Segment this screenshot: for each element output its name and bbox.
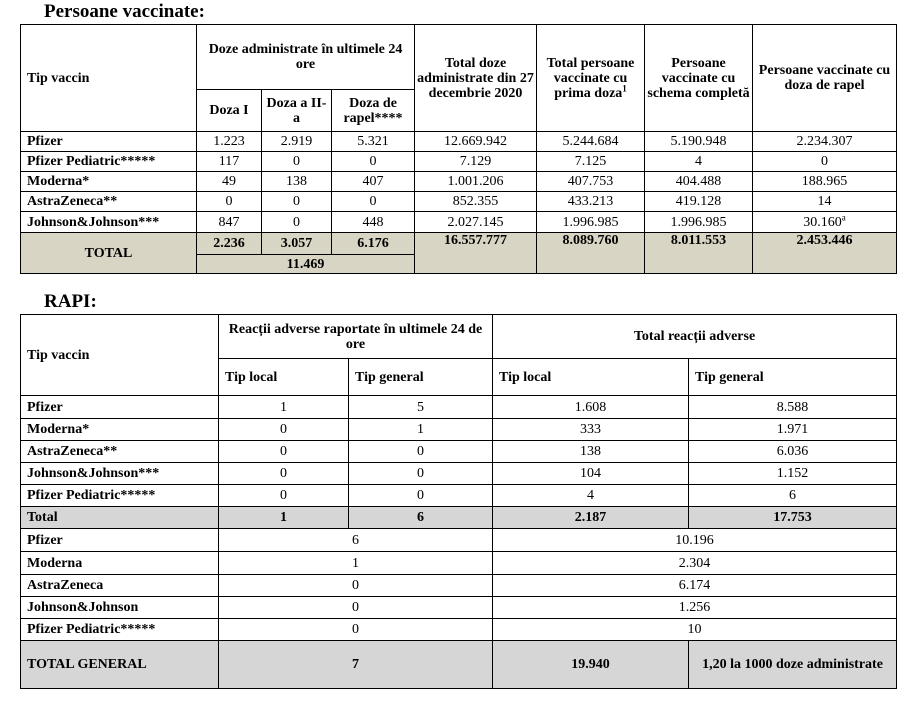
col-header-tip-vaccin: Tip vaccin bbox=[21, 25, 197, 132]
rapi-table bbox=[20, 314, 897, 689]
vaccine-name: Pfizer Pediatric***** bbox=[21, 152, 197, 172]
col-header-rapel: Doza de rapel**** bbox=[332, 90, 415, 132]
cell: 1.256 bbox=[493, 597, 897, 619]
cell: 1.971 bbox=[689, 419, 897, 441]
cell: 407 bbox=[332, 172, 415, 192]
cell: 1.223 bbox=[197, 132, 262, 152]
cell: 1 bbox=[219, 552, 493, 575]
col-header-tip-local-24h: Tip local bbox=[219, 359, 349, 396]
cell: 1.001.206 bbox=[415, 172, 537, 192]
cell: 852.355 bbox=[415, 192, 537, 212]
cell: 2.187 bbox=[493, 507, 689, 529]
col-header-total-doze: Total doze administrate din 27 decembrie 2020 bbox=[415, 25, 537, 132]
summary-row bbox=[21, 597, 897, 619]
cell: 1 bbox=[219, 396, 349, 419]
table-row bbox=[21, 192, 897, 212]
cell: 10 bbox=[493, 619, 897, 641]
cell: 16.557.777 bbox=[415, 233, 537, 274]
summary-row bbox=[21, 575, 897, 597]
cell: 30.160$^a$ bbox=[753, 212, 897, 233]
cell: 7.125 bbox=[537, 152, 645, 172]
cell: 847 bbox=[197, 212, 262, 233]
summary-row bbox=[21, 619, 897, 641]
cell: 19.940 bbox=[493, 641, 689, 689]
cell: 4 bbox=[645, 152, 753, 172]
grand-total-label: TOTAL GENERAL bbox=[21, 641, 219, 689]
col-header-doze-24h: Doze administrate în ultimele 24 ore bbox=[197, 25, 415, 90]
cell: 1 bbox=[219, 507, 349, 529]
total-row bbox=[21, 507, 897, 529]
cell: 1.996.985 bbox=[645, 212, 753, 233]
col-header-tip-general-24h: Tip general bbox=[349, 359, 493, 396]
cell: 0 bbox=[349, 485, 493, 507]
summary-row bbox=[21, 552, 897, 575]
vaccinated-heading: Persoane vaccinate: bbox=[44, 1, 205, 22]
cell: 1 bbox=[349, 419, 493, 441]
cell: 14 bbox=[753, 192, 897, 212]
cell: 0 bbox=[219, 619, 493, 641]
table-row bbox=[21, 212, 897, 233]
cell: 17.753 bbox=[689, 507, 897, 529]
cell: 3.057 bbox=[262, 233, 332, 255]
cell: 138 bbox=[493, 441, 689, 463]
col-header-tip-local-total: Tip local bbox=[493, 359, 689, 396]
cell: 7.129 bbox=[415, 152, 537, 172]
vaccine-name: Pfizer bbox=[21, 529, 219, 552]
cell: 333 bbox=[493, 419, 689, 441]
cell: 0 bbox=[219, 485, 349, 507]
vaccine-name: AstraZeneca bbox=[21, 575, 219, 597]
cell: 0 bbox=[219, 419, 349, 441]
cell: 404.488 bbox=[645, 172, 753, 192]
total-label: TOTAL bbox=[21, 233, 197, 274]
cell: 0 bbox=[219, 463, 349, 485]
cell: 6 bbox=[349, 507, 493, 529]
cell: 0 bbox=[219, 575, 493, 597]
cell: 49 bbox=[197, 172, 262, 192]
table-row bbox=[21, 396, 897, 419]
cell: 0 bbox=[262, 152, 332, 172]
cell: 5.321 bbox=[332, 132, 415, 152]
col-header-schema-completa: Persoane vaccinate cu schema completă bbox=[645, 25, 753, 132]
cell: 2.304 bbox=[493, 552, 897, 575]
reaction-rate: 1,20 la 1000 doze administrate bbox=[689, 641, 897, 689]
cell: 1.996.985 bbox=[537, 212, 645, 233]
table-row bbox=[21, 419, 897, 441]
cell: 138 bbox=[262, 172, 332, 192]
cell: 6.036 bbox=[689, 441, 897, 463]
table-row bbox=[21, 485, 897, 507]
cell: 0 bbox=[262, 212, 332, 233]
cell: 2.234.307 bbox=[753, 132, 897, 152]
col-header-doza-rapel: Persoane vaccinate cu doza de rapel bbox=[753, 25, 897, 132]
total-label: Total bbox=[21, 507, 219, 529]
cell: 2.919 bbox=[262, 132, 332, 152]
cell: 117 bbox=[197, 152, 262, 172]
cell: 2.453.446 bbox=[753, 233, 897, 274]
cell: 6 bbox=[219, 529, 493, 552]
cell: 11.469 bbox=[197, 255, 415, 274]
vaccine-name: Johnson&Johnson*** bbox=[21, 463, 219, 485]
table-row bbox=[21, 463, 897, 485]
cell: 0 bbox=[349, 463, 493, 485]
col-header-reactii-24h: Reacții adverse raportate în ultimele 24 de ore bbox=[219, 315, 493, 359]
cell: 12.669.942 bbox=[415, 132, 537, 152]
col-header-tip-general-total: Tip general bbox=[689, 359, 897, 396]
cell: 104 bbox=[493, 463, 689, 485]
table-row bbox=[21, 172, 897, 192]
vaccine-name: Moderna* bbox=[21, 172, 197, 192]
cell: 0 bbox=[753, 152, 897, 172]
vaccine-name: AstraZeneca** bbox=[21, 192, 197, 212]
cell: 0 bbox=[332, 192, 415, 212]
cell: 1.152 bbox=[689, 463, 897, 485]
cell: 0 bbox=[219, 441, 349, 463]
cell: 448 bbox=[332, 212, 415, 233]
vaccine-name: Moderna bbox=[21, 552, 219, 575]
col-header-total-reactii: Total reacții adverse bbox=[493, 315, 897, 359]
col-header-doza-2: Doza a II-a bbox=[262, 90, 332, 132]
cell: 2.236 bbox=[197, 233, 262, 255]
col-header-prima-doza: Total persoane vaccinate cu prima doza$^1$ bbox=[537, 25, 645, 132]
grand-total-row bbox=[21, 641, 897, 689]
cell: 1.608 bbox=[493, 396, 689, 419]
summary-row bbox=[21, 529, 897, 552]
cell: 10.196 bbox=[493, 529, 897, 552]
vaccine-name: Pfizer bbox=[21, 132, 197, 152]
cell: 0 bbox=[219, 597, 493, 619]
col-header-doza-1: Doza I bbox=[197, 90, 262, 132]
table-row bbox=[21, 152, 897, 172]
cell: 6.174 bbox=[493, 575, 897, 597]
cell: 4 bbox=[493, 485, 689, 507]
cell: 0 bbox=[349, 441, 493, 463]
cell: 8.011.553 bbox=[645, 233, 753, 274]
cell: 188.965 bbox=[753, 172, 897, 192]
cell: 5.244.684 bbox=[537, 132, 645, 152]
cell: 6.176 bbox=[332, 233, 415, 255]
cell: 5.190.948 bbox=[645, 132, 753, 152]
cell: 433.213 bbox=[537, 192, 645, 212]
cell: 2.027.145 bbox=[415, 212, 537, 233]
vaccine-name: Johnson&Johnson bbox=[21, 597, 219, 619]
cell: 8.588 bbox=[689, 396, 897, 419]
cell: 407.753 bbox=[537, 172, 645, 192]
cell: 7 bbox=[219, 641, 493, 689]
cell: 0 bbox=[332, 152, 415, 172]
rapi-heading: RAPI: bbox=[44, 291, 97, 312]
table-row bbox=[21, 441, 897, 463]
vaccine-name: Johnson&Johnson*** bbox=[21, 212, 197, 233]
vaccine-name: Pfizer bbox=[21, 396, 219, 419]
cell: 6 bbox=[689, 485, 897, 507]
table-row bbox=[21, 132, 897, 152]
vaccinated-table bbox=[20, 24, 897, 274]
vaccine-name: Moderna* bbox=[21, 419, 219, 441]
cell: 419.128 bbox=[645, 192, 753, 212]
cell: 0 bbox=[197, 192, 262, 212]
cell: 0 bbox=[262, 192, 332, 212]
col-header-tip-vaccin: Tip vaccin bbox=[21, 315, 219, 396]
vaccine-name: Pfizer Pediatric***** bbox=[21, 619, 219, 641]
vaccine-name: AstraZeneca** bbox=[21, 441, 219, 463]
cell: 8.089.760 bbox=[537, 233, 645, 274]
vaccine-name: Pfizer Pediatric***** bbox=[21, 485, 219, 507]
cell: 5 bbox=[349, 396, 493, 419]
total-row bbox=[21, 233, 897, 255]
